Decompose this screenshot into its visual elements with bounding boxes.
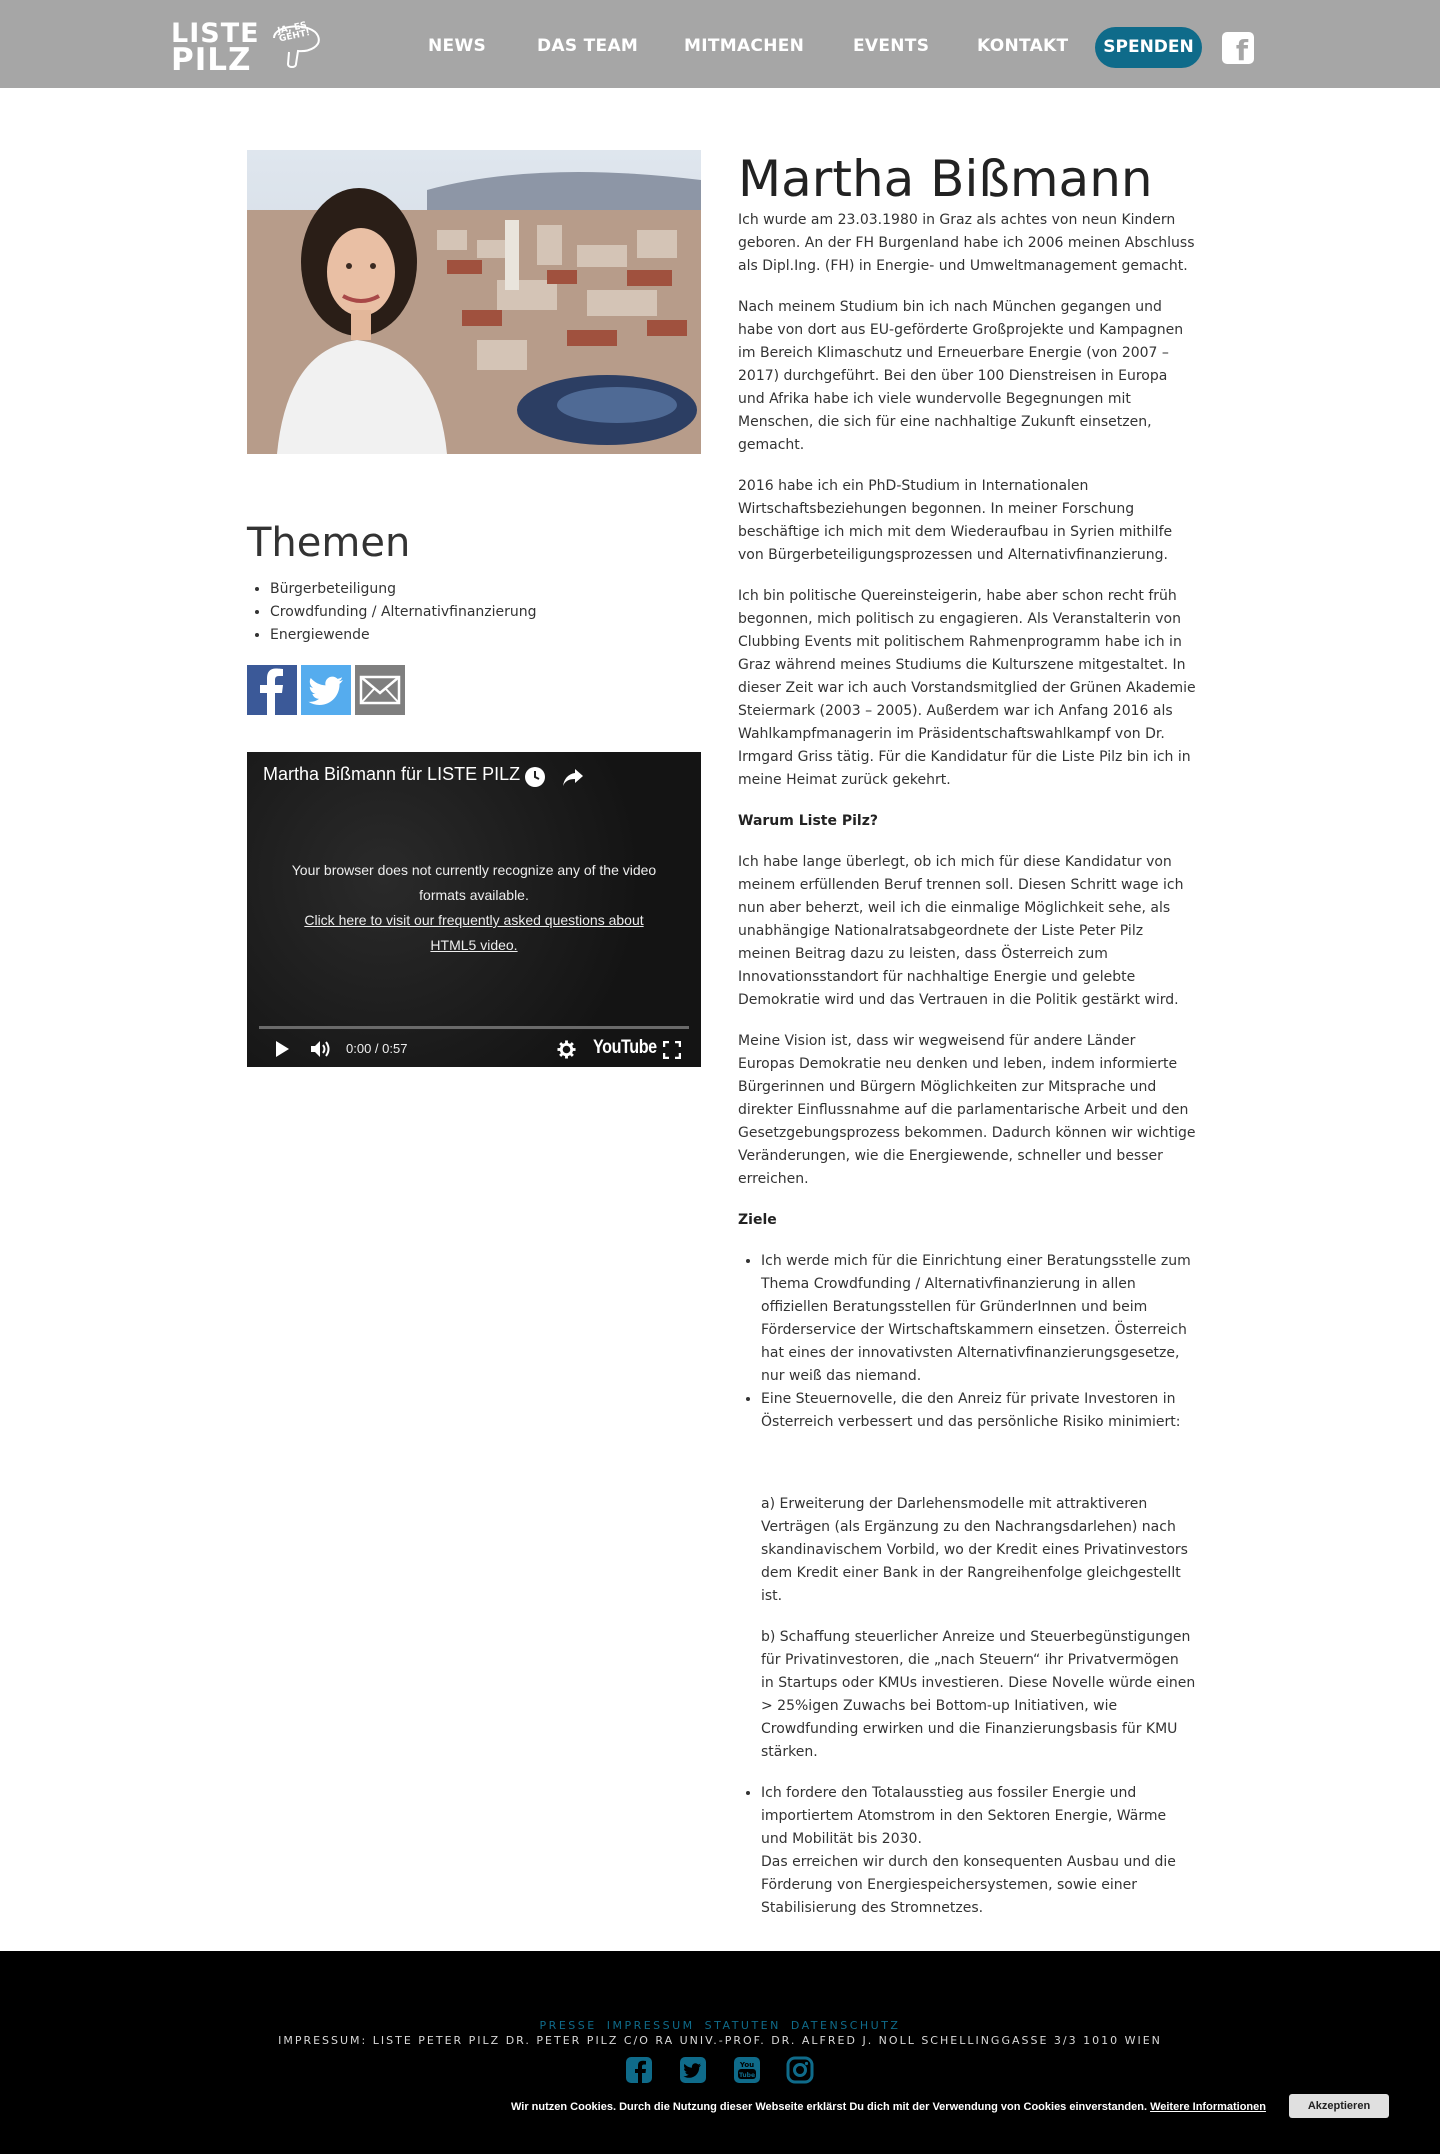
candidate-name: Martha Bißmann	[738, 150, 1153, 208]
logo-line2: PILZ	[171, 42, 252, 78]
bio-paragraph: Meine Vision ist, dass wir wegweisend für andere Länder Europas Demokratie neu denken und leben, indem informierte Bürgerinnen und Bürgern Möglichkeiten zur Mitsprache und direkter Einflussnahme auf die parlamentarische Arbeit und den Gesetzgebungsprozess bekommen. Dadurch können wir wichtige Veränderungen, wie die Energiewende, schneller und besser erreichen.	[738, 1033, 1196, 1187]
themen-item: • Energiewende	[270, 624, 537, 647]
cookie-text: Wir nutzen Cookies. Durch die Nutzung dieser Webseite erklärst Du dich mit der Verwendung von Cookies einverstanden.	[511, 2101, 1147, 2113]
video-title[interactable]: Martha Bißmann für LISTE PILZ	[263, 764, 521, 784]
ziel-sub-a: a) Erweiterung der Darlehensmodelle mit attraktiveren Verträgen (als Ergänzung zu den Nachrangsdarlehen) nach skandinavischem Vorbild, wo der Kredit eines Privatinvestors dem Kredit einer Bank in der Rangreihenfolge gleichgestellt ist.	[761, 1496, 1188, 1604]
share-facebook-button[interactable]	[247, 665, 297, 715]
facebook-icon[interactable]	[625, 2056, 653, 2084]
nav-item-kontakt[interactable]: KONTAKT	[977, 36, 1069, 56]
facebook-icon	[247, 665, 297, 715]
portrait-photo	[247, 150, 701, 454]
settings-gear-icon[interactable]	[557, 1040, 576, 1059]
play-icon[interactable]	[274, 1040, 290, 1058]
mail-icon	[355, 665, 405, 715]
nav-item-news[interactable]: NEWS	[428, 36, 487, 56]
nav-item-das-team[interactable]: DAS TEAM	[537, 36, 639, 56]
watch-later-icon[interactable]	[523, 765, 547, 789]
logo-tagline: JA, ES GEHT!	[276, 20, 311, 45]
cookie-notice	[511, 2101, 1266, 2113]
ziel-item	[761, 1388, 1196, 1764]
svg-text:Tube: Tube	[738, 2072, 756, 2079]
html5-faq-link[interactable]: Click here to visit our frequently asked questions about HTML5 video.	[304, 912, 644, 953]
themen-heading: Themen	[247, 520, 411, 566]
logo-line1: LISTE	[171, 18, 260, 49]
ziel-item: • Ich werde mich für die Einrichtung einer Beratungsstelle zum Thema Crowdfunding / Alternativfinanzierung in allen offiziellen Beratungsstellen für GründerInnen und beim Förderservice der Wirtschaftskammern einsetzen. Österreich hat eines der innovativsten Alternativfinanzierungsgesetze, nur weiß das niemand.	[761, 1250, 1196, 1388]
video-error-message	[287, 858, 661, 958]
youtube-icon[interactable]	[733, 2056, 761, 2084]
bio-paragraph: Ich wurde am 23.03.1980 in Graz als achtes von neun Kindern geboren. An der FH Burgenland habe ich 2006 meinen Abschluss als Dipl.Ing. (FH) in Energie- und Umweltmanagement gemacht.	[738, 212, 1195, 274]
video-time: 0:00 / 0:57	[346, 1041, 408, 1056]
ziel-text-cont: Das erreichen wir durch den konsequenten Ausbau und die Förderung von Energiespeichersystemen, sowie einer Stabilisierung des Stromnetzes.	[761, 1854, 1176, 1916]
cookie-accept-button[interactable]: Akzeptieren	[1289, 2094, 1389, 2118]
video-error-text: Your browser does not currently recognize any of the video formats available.	[291, 862, 657, 903]
share-icon[interactable]	[561, 766, 585, 788]
ziel-text: • Eine Steuernovelle, die den Anreiz für private Investoren in Österreich verbessert und das persönliche Risiko minimiert:	[761, 1391, 1181, 1430]
svg-text:You: You	[739, 2061, 755, 2069]
themen-list	[270, 578, 537, 647]
share-twitter-button[interactable]	[301, 665, 351, 715]
liste-pilz-logo[interactable]	[170, 18, 322, 78]
ziel-text: • Ich fordere den Totalausstieg aus fossiler Energie und importiertem Atomstrom in den Sektoren Energie, Wärme und Mobilität bis 2030.	[761, 1785, 1167, 1847]
twitter-icon[interactable]	[679, 2056, 707, 2084]
donate-button[interactable]: SPENDEN	[1095, 27, 1202, 68]
bio-paragraph: Ich habe lange überlegt, ob ich mich für diese Kandidatur von meinem erfüllenden Beruf trennen soll. Diesen Schritt wage ich nun aber beherzt, weil ich die einmalige Möglichkeit sehe, als unabhängige Nationalratsabgeordnete der Liste Peter Pilz meinen Beitrag dazu zu leisten, dass Österreich zum Innovationsstandort für nachhaltige Energie und gelebte Demokratie wird und das Vertrauen in die Politik gestärkt wird.	[738, 854, 1184, 1008]
nav-item-mitmachen[interactable]: MITMACHEN	[684, 36, 805, 56]
footer-link-impressum[interactable]: IMPRESSUM	[606, 2019, 695, 2032]
themen-item: • Crowdfunding / Alternativfinanzierung	[270, 601, 537, 624]
heading-warum: Warum Liste Pilz?	[738, 813, 878, 829]
bio-paragraph: Nach meinem Studium bin ich nach München gegangen und habe von dort aus EU-geförderte Großprojekte und Kampagnen im Bereich Klimaschutz und Erneuerbare Energie (von 2007 – 2017) durchgeführt. Bei den über 100 Dienstreisen in Europa und Afrika habe ich viele wundervolle Begegnungen mit Menschen, die sich für eine nachhaltige Zukunft einsetzen, gemacht.	[738, 299, 1184, 453]
footer-links	[0, 2019, 1440, 2032]
ziel-sub-b: b) Schaffung steuerlicher Anreize und Steuerbegünstigungen für Privatinvestoren, die „nach Steuern“ ihr Privatvermögen in Startups oder KMUs investieren. Diese Novelle würde einen > 25%igen Zuwachs bei Bottom-up Initiativen, wie Crowdfunding erwirken und die Finanzierungsbasis für KMU stärken.	[761, 1629, 1196, 1760]
twitter-icon	[301, 665, 351, 715]
volume-icon[interactable]	[310, 1039, 332, 1059]
biography	[738, 209, 1196, 1920]
share-mail-button[interactable]	[355, 665, 405, 715]
facebook-icon[interactable]: f	[1222, 32, 1254, 64]
bio-paragraph: 2016 habe ich ein PhD-Studium in Internationalen Wirtschaftsbeziehungen begonnen. In meiner Forschung beschäftige ich mich mit dem Wiederaufbau in Syrien mithilfe von Bürgerbeteiligungsprozessen und Alternativfinanzierung.	[738, 478, 1173, 563]
footer-link-presse[interactable]: PRESSE	[539, 2019, 597, 2032]
footer-impressum: IMPRESSUM: LISTE PETER PILZ DR. PETER PILZ C/O RA UNIV.-PROF. DR. ALFRED J. NOLL SCHELLINGGASSE 3/3 1010 WIEN	[278, 2034, 1162, 2047]
cookie-more-link[interactable]: Weitere Informationen	[1150, 2101, 1266, 2113]
video-player[interactable]	[247, 752, 701, 1067]
site-header	[0, 0, 1440, 88]
heading-ziele: Ziele	[738, 1212, 777, 1228]
nav-item-events[interactable]: EVENTS	[853, 36, 930, 56]
bio-paragraph: Ich bin politische Quereinsteigerin, habe aber schon recht früh begonnen, mich politisch zu engagieren. Als Veranstalterin von Clubbing Events mit politischem Rahmenprogramm habe ich in Graz während meines Studiums die Kulturszene mitgestaltet. In dieser Zeit war ich auch Vorstandsmitglied der Grünen Akademie Steiermark (2003 – 2005). Außerdem war ich Anfang 2016 als Wahlkampfmanagerin im Präsidentschaftswahlkampf von Dr. Irmgard Griss tätig. Für die Kandidatur für die Liste Pilz bin ich in meine Heimat zurück gekehrt.	[738, 588, 1196, 788]
site-footer	[0, 1951, 1440, 2154]
fullscreen-icon[interactable]	[663, 1041, 681, 1059]
themen-item: • Bürgerbeteiligung	[270, 578, 537, 601]
footer-link-datenschutz[interactable]: DATENSCHUTZ	[790, 2019, 901, 2032]
ziele-list	[761, 1250, 1196, 1920]
youtube-logo[interactable]: YouTube	[593, 1037, 657, 1058]
footer-link-statuten[interactable]: STATUTEN	[704, 2019, 781, 2032]
video-progress-bar[interactable]	[259, 1026, 689, 1029]
ziel-item	[761, 1782, 1196, 1920]
instagram-icon[interactable]	[786, 2056, 814, 2084]
